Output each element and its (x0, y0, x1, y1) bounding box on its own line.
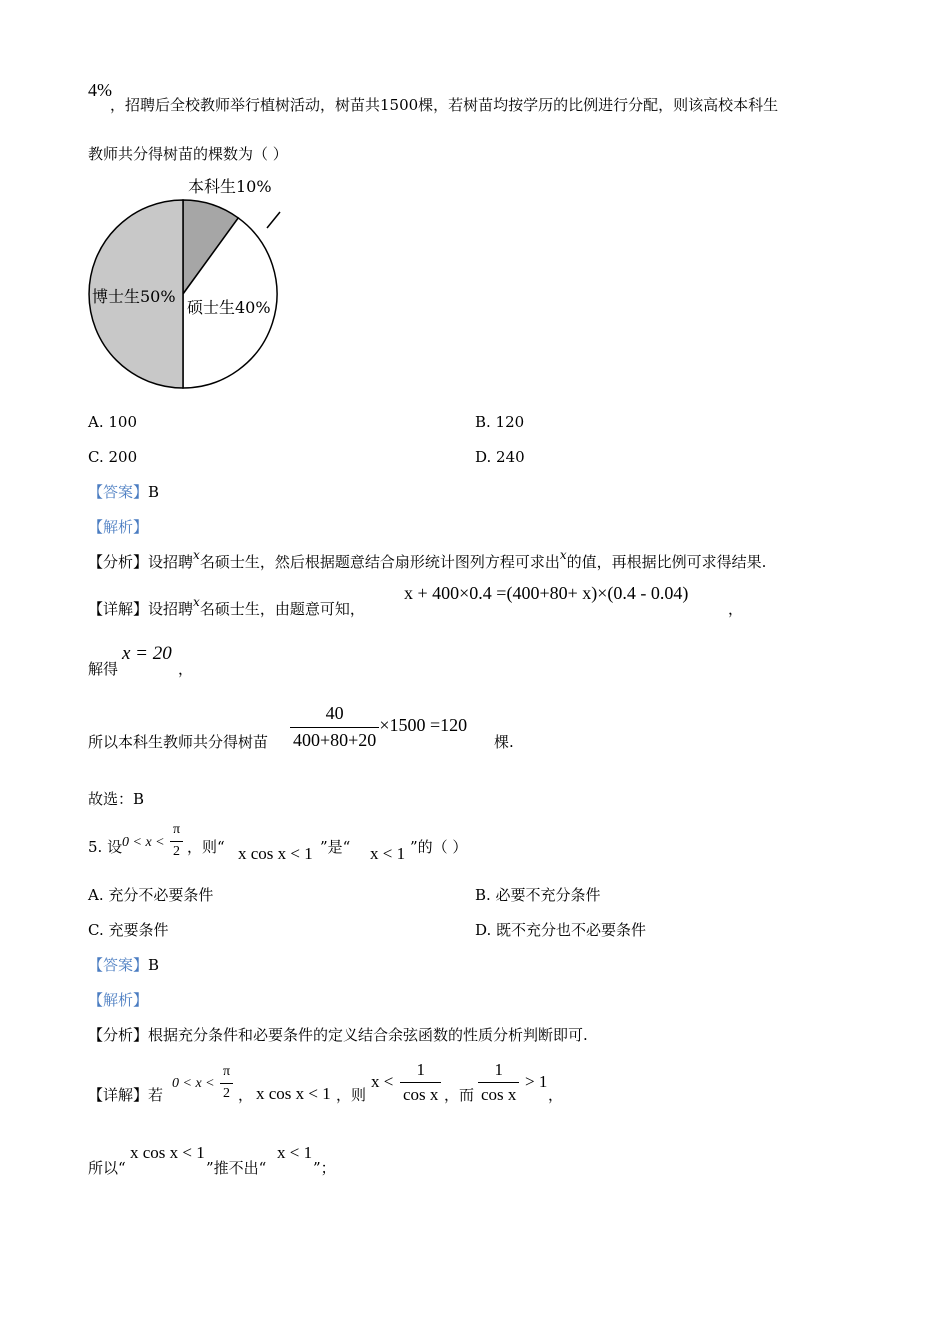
answer-value: B (148, 483, 160, 501)
so-p: x cos x < 1 (130, 1143, 205, 1162)
answer-tag: 【答案】 (88, 956, 149, 974)
q5-tail: ”的（ ） (410, 838, 468, 856)
pi-numerator: π (173, 822, 181, 837)
so-q: x < 1 (277, 1143, 313, 1162)
detail-ineq: x cos x < 1 (256, 1084, 331, 1103)
pi-denominator: 2 (170, 841, 183, 861)
q4-answer (88, 483, 159, 501)
equation-1: x + 400×0.4 =(400+80+ x)×(0.4 - 0.04) (404, 583, 689, 603)
q4-option-a: A. 100 (88, 413, 137, 431)
numerator-one: 1 (494, 1060, 503, 1079)
separator: ， (238, 1086, 254, 1104)
q5-option-c: C. 充要条件 (88, 921, 169, 939)
comma: ， (728, 600, 744, 618)
equation-2: x = 20 (122, 643, 172, 664)
q5-condition (122, 835, 165, 852)
er-text: ，而 (444, 1086, 475, 1104)
q5-option-b: B. 必要不充分条件 (475, 886, 601, 904)
fraction-rest: ×1500 =120 (379, 715, 468, 736)
detail-tag: 【详解】 (88, 600, 149, 618)
so-text-b: ”推不出“ (206, 1159, 267, 1177)
denominator-cosx: cos x (478, 1082, 519, 1105)
fenxi-text-b: 名硕士生，然后根据题意结合扇形统计图列方程可求出 (199, 553, 560, 571)
q4-analysis-tag: 【解析】 (88, 518, 149, 536)
end-comma: ， (548, 1086, 564, 1104)
pi-fraction (220, 1064, 233, 1103)
slice-label-master: 硕士生40% (187, 298, 271, 317)
gt-one: > 1 (525, 1072, 548, 1091)
so-text-a: 所以“ (88, 1159, 126, 1177)
ze-text: ，则 (336, 1086, 367, 1104)
fenxi-text: 根据充分条件和必要条件的定义结合余弦函数的性质分析判断即可. (148, 1026, 588, 1044)
denominator-cosx: cos x (400, 1082, 441, 1105)
so-label: 所以本科生教师共分得树苗 (88, 733, 269, 751)
condition-q: x < 1 (370, 844, 406, 863)
detail-tag: 【详解】 (88, 1086, 149, 1104)
fenxi-text-c: 的值，再根据比例可求得结果. (566, 553, 767, 571)
slice-label-doctor: 博士生50% (92, 287, 176, 306)
comma: ， (178, 660, 194, 678)
condition-lhs: 0 < x < (122, 835, 165, 850)
detail-text-a: 设招聘 (148, 600, 194, 618)
q5-number: 5. 设 (88, 838, 123, 856)
q5-is: ”是“ (320, 838, 351, 856)
q4-stem-line1: ，招聘后全校教师举行植树活动，树苗共1500棵，若树苗均按学历的比例进行分配，则该高校本科生 (110, 96, 779, 114)
fraction-denominator: 400+80+20 (290, 727, 379, 752)
choose-text: 故选：B (88, 790, 145, 808)
fenxi-tag: 【分析】 (88, 553, 149, 571)
fraction-expression (290, 703, 467, 751)
percent-text: 4% (88, 80, 112, 100)
condition-p: x cos x < 1 (238, 844, 313, 863)
numerator-one: 1 (416, 1060, 425, 1079)
solve-label: 解得 (88, 660, 119, 678)
pi-numerator: π (223, 1064, 231, 1079)
fenxi-tag: 【分析】 (88, 1026, 149, 1044)
q4-detail (88, 595, 365, 618)
q5-detail-tag (88, 1086, 163, 1104)
q4-stem-line2: 教师共分得树苗的棵数为（ ） (88, 145, 288, 163)
slice-label-undergrad: 本科生10% (188, 177, 272, 196)
q4-option-d: D. 240 (475, 448, 525, 466)
q5-fenxi (88, 1026, 588, 1044)
q5-answer (88, 956, 159, 974)
q5-option-a: A. 充分不必要条件 (88, 886, 214, 904)
so-tail: 棵. (494, 733, 514, 751)
reciprocal-cos-2 (478, 1060, 519, 1106)
var-x: x (193, 595, 200, 609)
detail-condition: 0 < x < (172, 1076, 215, 1091)
q5-stem (88, 838, 122, 856)
answer-value: B (148, 956, 160, 974)
label-leader-line (267, 212, 280, 228)
pi-fraction (170, 822, 183, 861)
fraction-numerator: 40 (325, 703, 344, 723)
ruo-text: 若 (148, 1086, 164, 1104)
var-x: x (193, 548, 200, 562)
fenxi-text-a: 设招聘 (148, 553, 194, 571)
q5-analysis-tag: 【解析】 (88, 991, 149, 1009)
var-x: x (559, 548, 567, 562)
q5-option-d: D. 既不充分也不必要条件 (475, 921, 647, 939)
reciprocal-cos-1 (400, 1060, 441, 1106)
detail-text-b: 名硕士生，由题意可知， (199, 600, 365, 618)
pie-chart (80, 170, 300, 395)
answer-tag: 【答案】 (88, 483, 149, 501)
pi-denominator: 2 (220, 1083, 233, 1103)
q4-option-c: C. 200 (88, 448, 138, 466)
x-less-than: x < (371, 1072, 394, 1091)
q4-option-b: B. 120 (475, 413, 525, 431)
so-text-c: ”； (313, 1159, 336, 1177)
q4-fenxi (88, 548, 767, 571)
q5-then: ，则“ (187, 838, 225, 856)
